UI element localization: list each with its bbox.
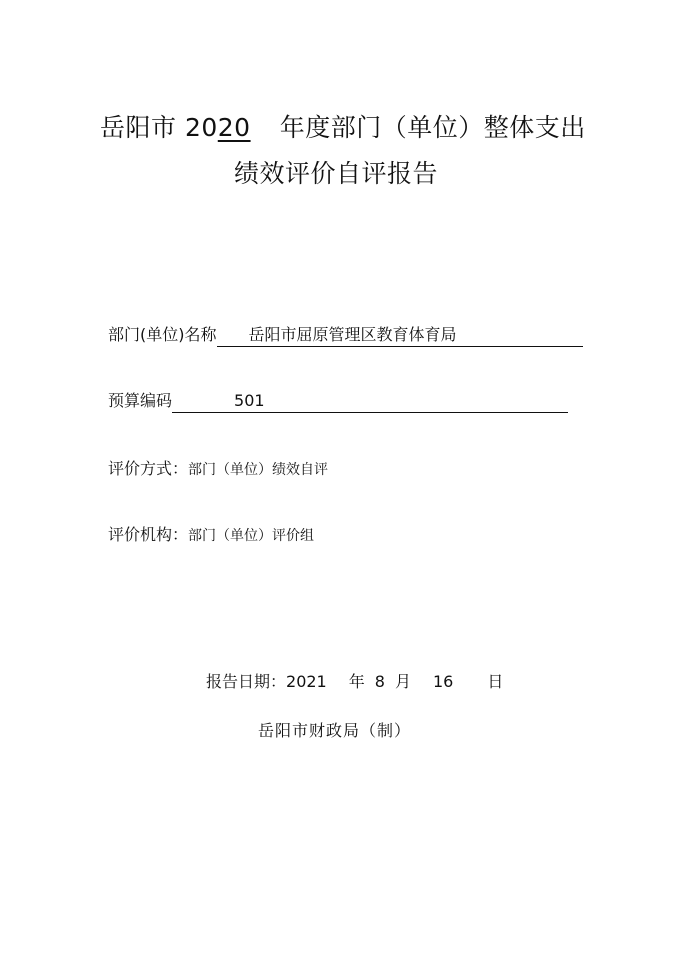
title-suffix: 年度部门（单位）整体支出 (279, 113, 586, 142)
evaluation-org-field (108, 522, 314, 545)
report-date-month: 8 (374, 672, 385, 691)
report-date-day: 16 (432, 672, 454, 691)
evaluation-method-label: 评价方式： (108, 459, 189, 478)
report-date (206, 669, 503, 692)
report-date-day-unit: 日 (487, 672, 504, 691)
report-title-line-1 (100, 108, 586, 144)
report-date-label: 报告日期： (206, 672, 287, 691)
title-year-underlined: 20 (217, 113, 251, 142)
issuer-line: 岳阳市财政局（制） (258, 721, 412, 740)
report-date-year-unit: 年 (348, 672, 365, 691)
budget-code-value: 501 (172, 391, 568, 413)
budget-code-field (108, 388, 568, 413)
title-prefix: 岳阳市 20 (100, 113, 218, 142)
report-title-line-2: 绩效评价自评报告 (234, 159, 439, 188)
dept-name-label: 部门(单位)名称 (108, 325, 217, 344)
evaluation-method-value: 部门（单位）绩效自评 (188, 462, 329, 478)
report-date-month-unit: 月 (394, 672, 411, 691)
evaluation-org-value: 部门（单位）评价组 (188, 528, 315, 544)
dept-name-field (108, 322, 583, 347)
evaluation-method-field (108, 456, 328, 479)
report-date-year: 2021 (286, 672, 327, 691)
budget-code-label: 预算编码 (108, 391, 173, 410)
evaluation-org-label: 评价机构： (108, 525, 189, 544)
dept-name-value: 岳阳市屈原管理区教育体育局 (217, 325, 583, 347)
